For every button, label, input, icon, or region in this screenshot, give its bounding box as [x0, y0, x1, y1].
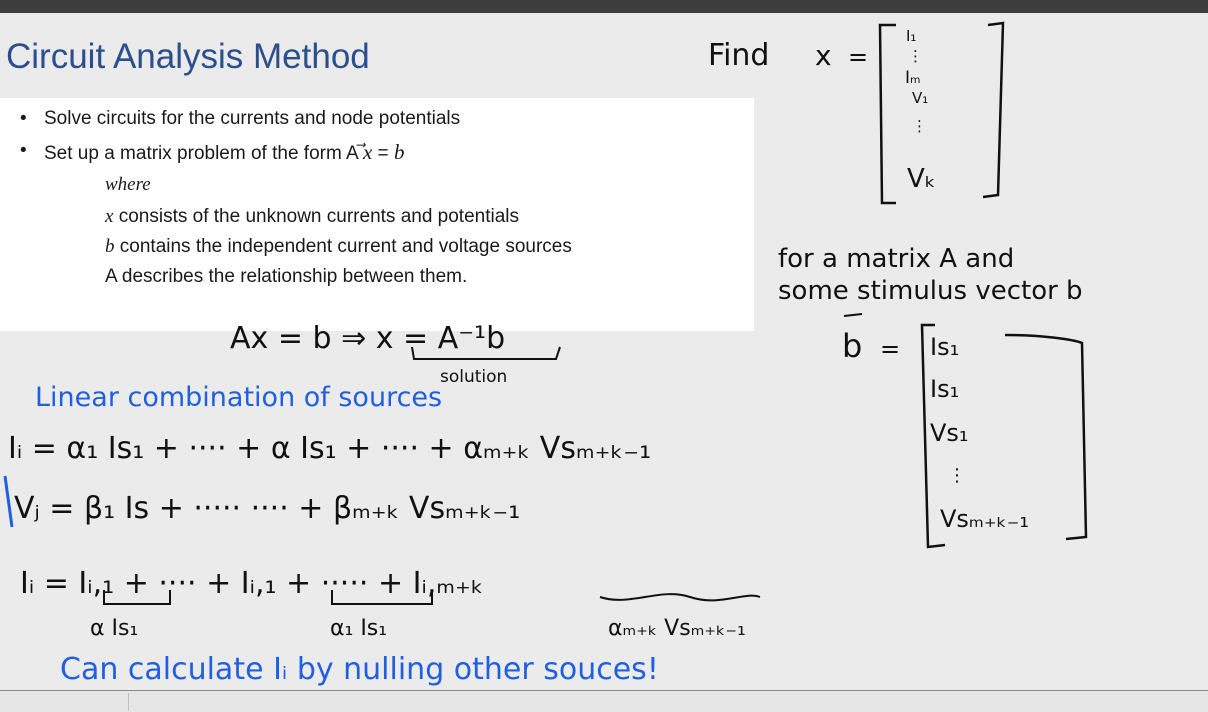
x-entry-1: I₁	[906, 27, 917, 45]
b-vector-equals: =	[880, 335, 901, 363]
handwritten-ink-layer	[0, 13, 1208, 690]
system-equation: Ax = b ⇒ x = A⁻¹b	[230, 321, 506, 356]
under-label-2: α₁ Is₁	[330, 616, 388, 641]
x-entry-6: Vₖ	[907, 164, 936, 194]
matrix-note-line1: for a matrix A and	[778, 244, 1015, 274]
vec-x-symbol: x	[362, 140, 373, 164]
bullet-1-text: Solve circuits for the currents and node potentials	[44, 108, 461, 129]
sub-item-b: b contains the independent current and voltage sources	[105, 236, 572, 257]
where-label: where	[105, 174, 151, 195]
voltage-equation: Vⱼ = β₁ Is + ····· ···· + βₘ₊ₖ Vsₘ₊ₖ₋₁	[14, 491, 521, 526]
underbrace-3	[600, 594, 760, 600]
vec-b-symbol: b	[393, 140, 421, 164]
find-x-symbol: x	[815, 39, 832, 72]
equals-sign: =	[377, 143, 389, 164]
find-equals: =	[848, 43, 869, 71]
b-entry-3: Vs₁	[930, 419, 969, 447]
x-vector-right-bracket	[983, 23, 1003, 197]
find-label: Find	[708, 38, 770, 73]
slide-title: Circuit Analysis Method	[6, 37, 370, 76]
b-entry-2: Is₁	[930, 375, 960, 403]
sub-item-a: A describes the relationship between them.	[105, 266, 468, 287]
current-equation: Iᵢ = α₁ Is₁ + ···· + α Is₁ + ···· + αₘ₊ₖ Vsₘ₊ₖ₋₁	[8, 431, 652, 466]
x-entry-3: Iₘ	[905, 68, 921, 88]
b-entry-1: Is₁	[930, 333, 960, 361]
top-bar	[0, 0, 1208, 13]
slide	[0, 13, 1208, 690]
bullet-1: • Solve circuits for the currents and node potentials	[20, 108, 461, 129]
superposition-equation: Iᵢ = Iᵢ,₁ + ···· + Iᵢ,₁ + ····· + Iᵢ,ₘ₊ₖ	[20, 566, 484, 601]
under-label-1: α Is₁	[90, 616, 139, 641]
b-vector-label: b	[842, 327, 863, 365]
x-entry-4: V₁	[912, 89, 929, 107]
conclusion-note: Can calculate Iᵢ by nulling other souces!	[60, 652, 659, 687]
b-vector-arrow	[844, 314, 862, 316]
bullet-2: • Set up a matrix problem of the form A x = b	[20, 140, 421, 164]
bottom-bar	[0, 690, 1208, 712]
sub-item-x: x consists of the unknown currents and potentials	[105, 206, 520, 227]
matrix-note-line2: some stimulus vector b	[778, 276, 1083, 306]
bottom-bar-divider	[128, 693, 129, 711]
b-entry-4: ⋮	[948, 465, 966, 486]
solution-label: solution	[440, 367, 508, 387]
under-label-3: αₘ₊ₖ Vsₘ₊ₖ₋₁	[608, 616, 746, 641]
b-entry-5: Vsₘ₊ₖ₋₁	[940, 505, 1030, 533]
bullet-2-text: Set up a matrix problem of the form A	[44, 143, 358, 164]
linear-combination-label: Linear combination of sources	[35, 382, 443, 413]
x-entry-5: ⋮	[912, 117, 927, 135]
x-entry-2: ⋮	[908, 47, 923, 65]
x-vector-left-bracket	[880, 25, 896, 203]
blue-margin-mark	[5, 476, 12, 527]
